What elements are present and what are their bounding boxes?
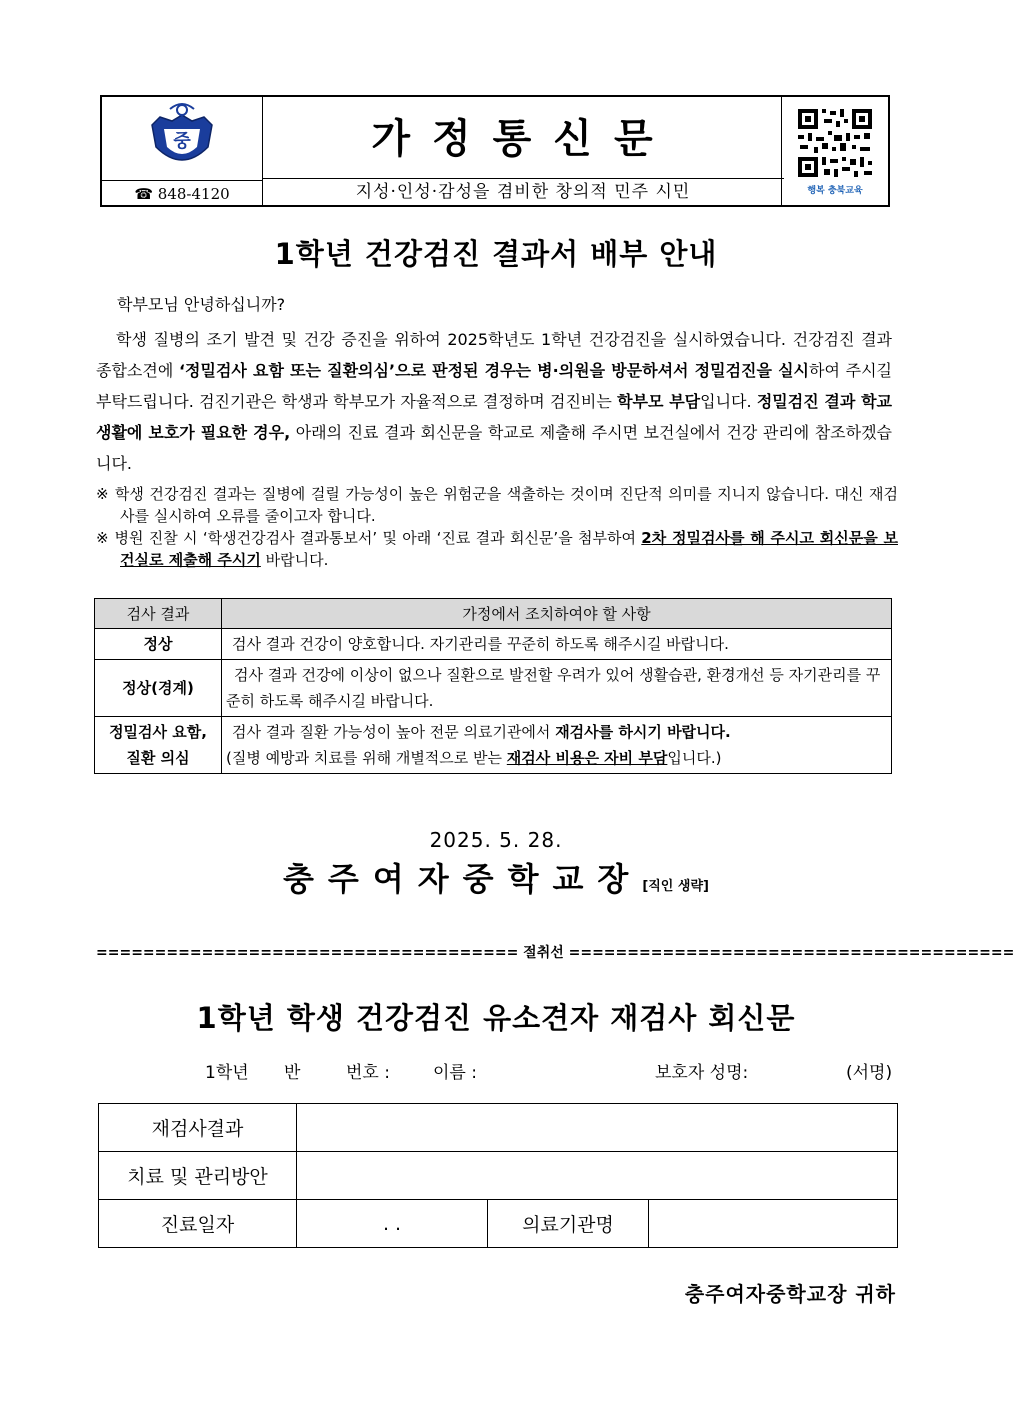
note-2: ※ 병원 진찰 시 ‘학생건강검사 결과통보서’ 및 아래 ‘진료 결과 회신문’을 첨부하여 2차 정밀검사를 해 주시고 회신문을 보건실로 제출해 주시기 바랍니다. [96,529,898,569]
action-text: 검사 결과 건강에 이상이 없으나 질환으로 발전할 우려가 있어 생활습관, 환경개선 등 자기관리를 꾸준히 하도록 해주시길 바랍니다. [222,660,892,717]
qr-caption: 행복 충북교육 [807,186,863,196]
column-header: 가정에서 조치하여야 할 사항 [222,599,892,629]
institution-field[interactable] [649,1200,898,1248]
signature-label: (서명) [846,1063,893,1083]
table-row [99,1200,898,1248]
qr-code-cell [781,97,888,207]
table-row [99,1152,898,1200]
phone-number: ☎ 848-4120 [102,180,262,207]
treatment-plan-label: 치료 및 관리방안 [99,1152,297,1200]
issue-date: 2025. 5. 28. [429,828,563,852]
svg-text:중: 중 [173,131,191,152]
phone-icon: ☎ [134,185,154,203]
grade-label: 1학년 [205,1063,249,1083]
result-action-table [94,598,892,774]
action-text: 검사 결과 질환 가능성이 높아 전문 의료기관에서 재검사를 하시기 바랍니다. (질병 예방과 치료를 위해 개별적으로 받는 재검사 비용은 자비 부담입니다.) [222,717,892,774]
table-row [95,629,892,660]
table-header-row [95,599,892,629]
notice-title: 1학년 건강검진 결과서 배부 안내 [274,237,718,271]
page-title: 가정통신문 [371,115,675,162]
seal-note: [직인 생략] [642,879,709,894]
institution-label: 의료기관명 [488,1200,649,1248]
guardian-label: 보호자 성명: [655,1063,749,1083]
closing-address: 충주여자중학교장 귀하 [684,1282,896,1306]
table-row [99,1104,898,1152]
note-1: ※ 학생 건강검진 결과는 질병에 걸릴 가능성이 높은 위험군을 색출하는 것이며 진단적 의미를 지니지 않습니다. 대신 재검사를 실시하여 오류를 줄이고자 합니다. [96,485,898,525]
notice-body: 학생 질병의 조기 발견 및 건강 증진을 위하여 2025학년도 1학년 건강검진을 실시하였습니다. 건강검진 결과 종합소견에 ‘정밀검사 요함 또는 질환의심’으로 판정된 경우는 병·의원을 방문하셔서 정밀검진을 실시하여 주시길 부탁드립니다. 검진기관은 학생과 학부모가 자율적으로 결정하며 검진비는 학부모 부담입니다. 정밀검진 결과 학교생활에 보호가 필요한 경우, 아래의 진료 결과 회신문을 학교로 제출해 주시면 보건실에서 건강 관리에 참조하겠습니다. [96,330,892,473]
result-label: 정밀검사 요함, 질환 의심 [95,717,222,774]
treatment-plan-field[interactable] [297,1152,898,1200]
greeting: 학부모님 안녕하십니까? [117,295,286,314]
retest-result-field[interactable] [297,1104,898,1152]
principal-name: 충주여자중학교장[직인 생략] [283,860,709,898]
action-text: 검사 결과 건강이 양호합니다. 자기관리를 꾸준히 하도록 해주시길 바랍니다. [222,629,892,660]
visit-date-field[interactable]: . . [297,1200,488,1248]
table-row [95,660,892,717]
name-label: 이름 : [433,1063,477,1083]
newsletter-header [100,95,890,207]
qr-code-icon [782,97,888,183]
table-row [95,717,892,774]
class-label: 반 [284,1063,301,1083]
school-motto: 지성·인성·감성을 겸비한 창의적 민주 시민 [262,178,784,205]
school-emblem-icon [102,97,262,181]
result-label: 정상(경계) [95,660,222,717]
column-header: 검사 결과 [95,599,222,629]
reply-form-table [98,1103,898,1248]
retest-result-label: 재검사결과 [99,1104,297,1152]
result-label: 정상 [95,629,222,660]
number-label: 번호 : [346,1063,390,1083]
cut-line: ==================================== 절취선 ====================================== [96,945,1014,961]
school-logo-cell [102,97,263,207]
reply-title: 1학년 학생 건강검진 유소견자 재검사 회신문 [196,1001,796,1035]
visit-date-label: 진료일자 [99,1200,297,1248]
